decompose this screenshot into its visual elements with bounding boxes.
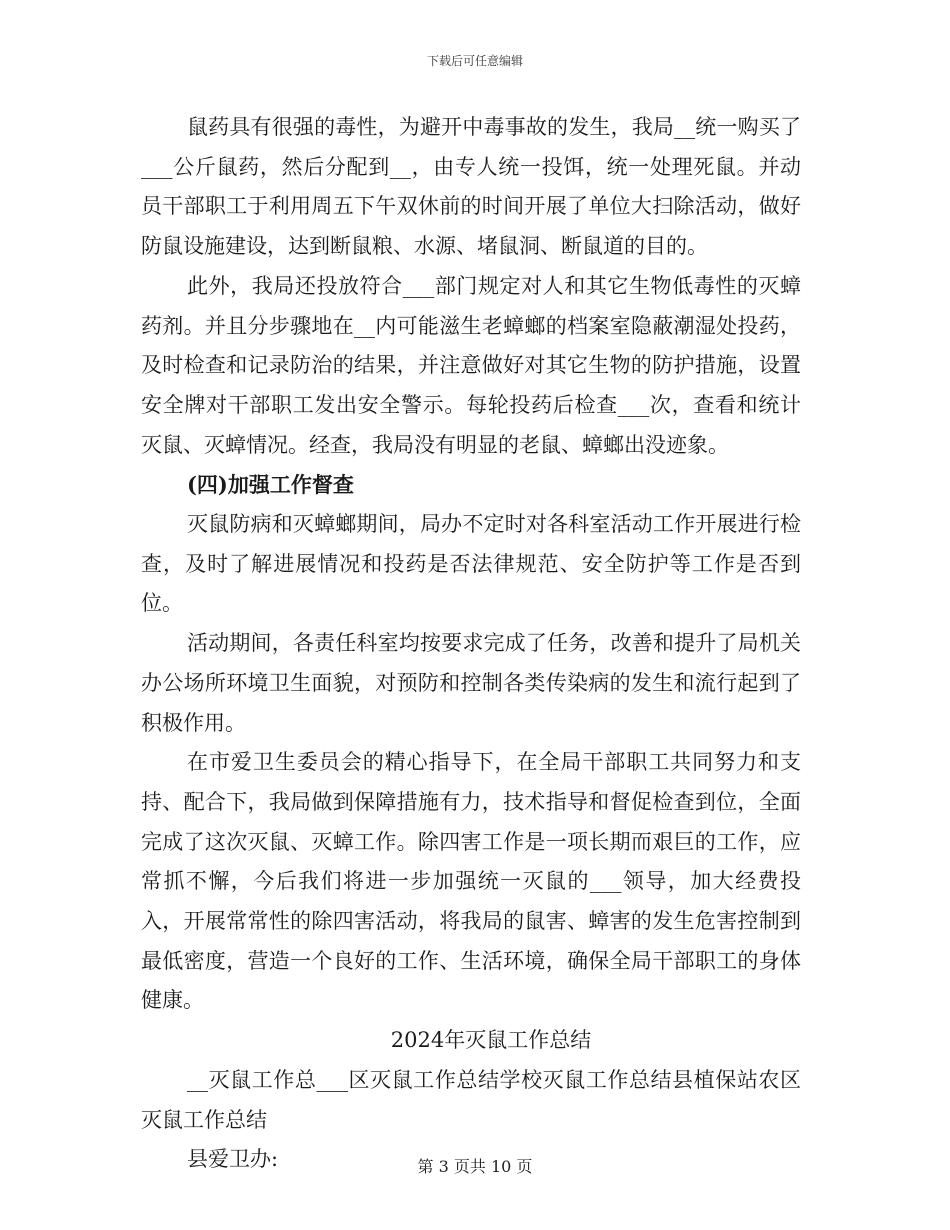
page-footer: 第 3 页共 10 页 — [417, 1157, 533, 1176]
document-title-2024: 2024年灭鼠工作总结 — [390, 1028, 592, 1053]
paragraph-rat-poison: 鼠药具有很强的毒性，为避开中毒事故的发生，我局__统一购买了___公斤鼠药，然后分配到__，由专人统一投饵，统一处理死鼠。并动员干部职工于利用周五下午双休前的时间开展了单位大扫除活动，做好防鼠设施建设，达到断鼠粮、水源、堵鼠洞、断鼠道的目的。 — [141, 115, 801, 259]
paragraph-inspection: 灭鼠防病和灭蟑螂期间，局办不定时对各科室活动工作开展进行检查，及时了解进展情况和投药是否法律规范、安全防护等工作是否到位。 — [141, 512, 801, 616]
page-header: 下载后可任意编辑 — [426, 54, 523, 68]
document-body — [141, 108, 801, 1180]
paragraph-conclusion: 在市爱卫生委员会的精心指导下，在全局干部职工共同努力和支持、配合下，我局做到保障措施有力，技术指导和督促检查到位，全面完成了这次灭鼠、灭蟑工作。除四害工作是一项长期而艰巨的工作，应常抓不懈，今后我们将进一步加强统一灭鼠的___领导，加大经费投入，开展常常性的除四害活动，将我局的鼠害、蟑害的发生危害控制到最低密度，营造一个良好的工作、生活环境，确保全局干部职工的身体健康。 — [141, 750, 801, 1013]
section-heading-inspection: (四)加强工作督查 — [187, 472, 354, 498]
paragraph-summary-list: __灭鼠工作总___区灭鼠工作总结学校灭鼠工作总结县植保站农区灭鼠工作总结 — [141, 1067, 801, 1132]
paragraph-activity-results: 活动期间，各责任科室均按要求完成了任务，改善和提升了局机关办公场所环境卫生面貌，对预防和控制各类传染病的发生和流行起到了积极作用。 — [141, 631, 801, 735]
paragraph-cockroach-agent: 此外，我局还投放符合___部门规定对人和其它生物低毒性的灭蟑药剂。并且分步骤地在__内可能滋生老蟑螂的档案室隐蔽潮湿处投药，及时检查和记录防治的结果，并注意做好对其它生物的防护措施，设置安全牌对干部职工发出安全警示。每轮投药后检查___次，查看和统计灭鼠、灭蟑情况。经查，我局没有明显的老鼠、蟑螂出没迹象。 — [141, 273, 801, 457]
paragraph-addressee: 县爱卫办: — [187, 1147, 279, 1172]
